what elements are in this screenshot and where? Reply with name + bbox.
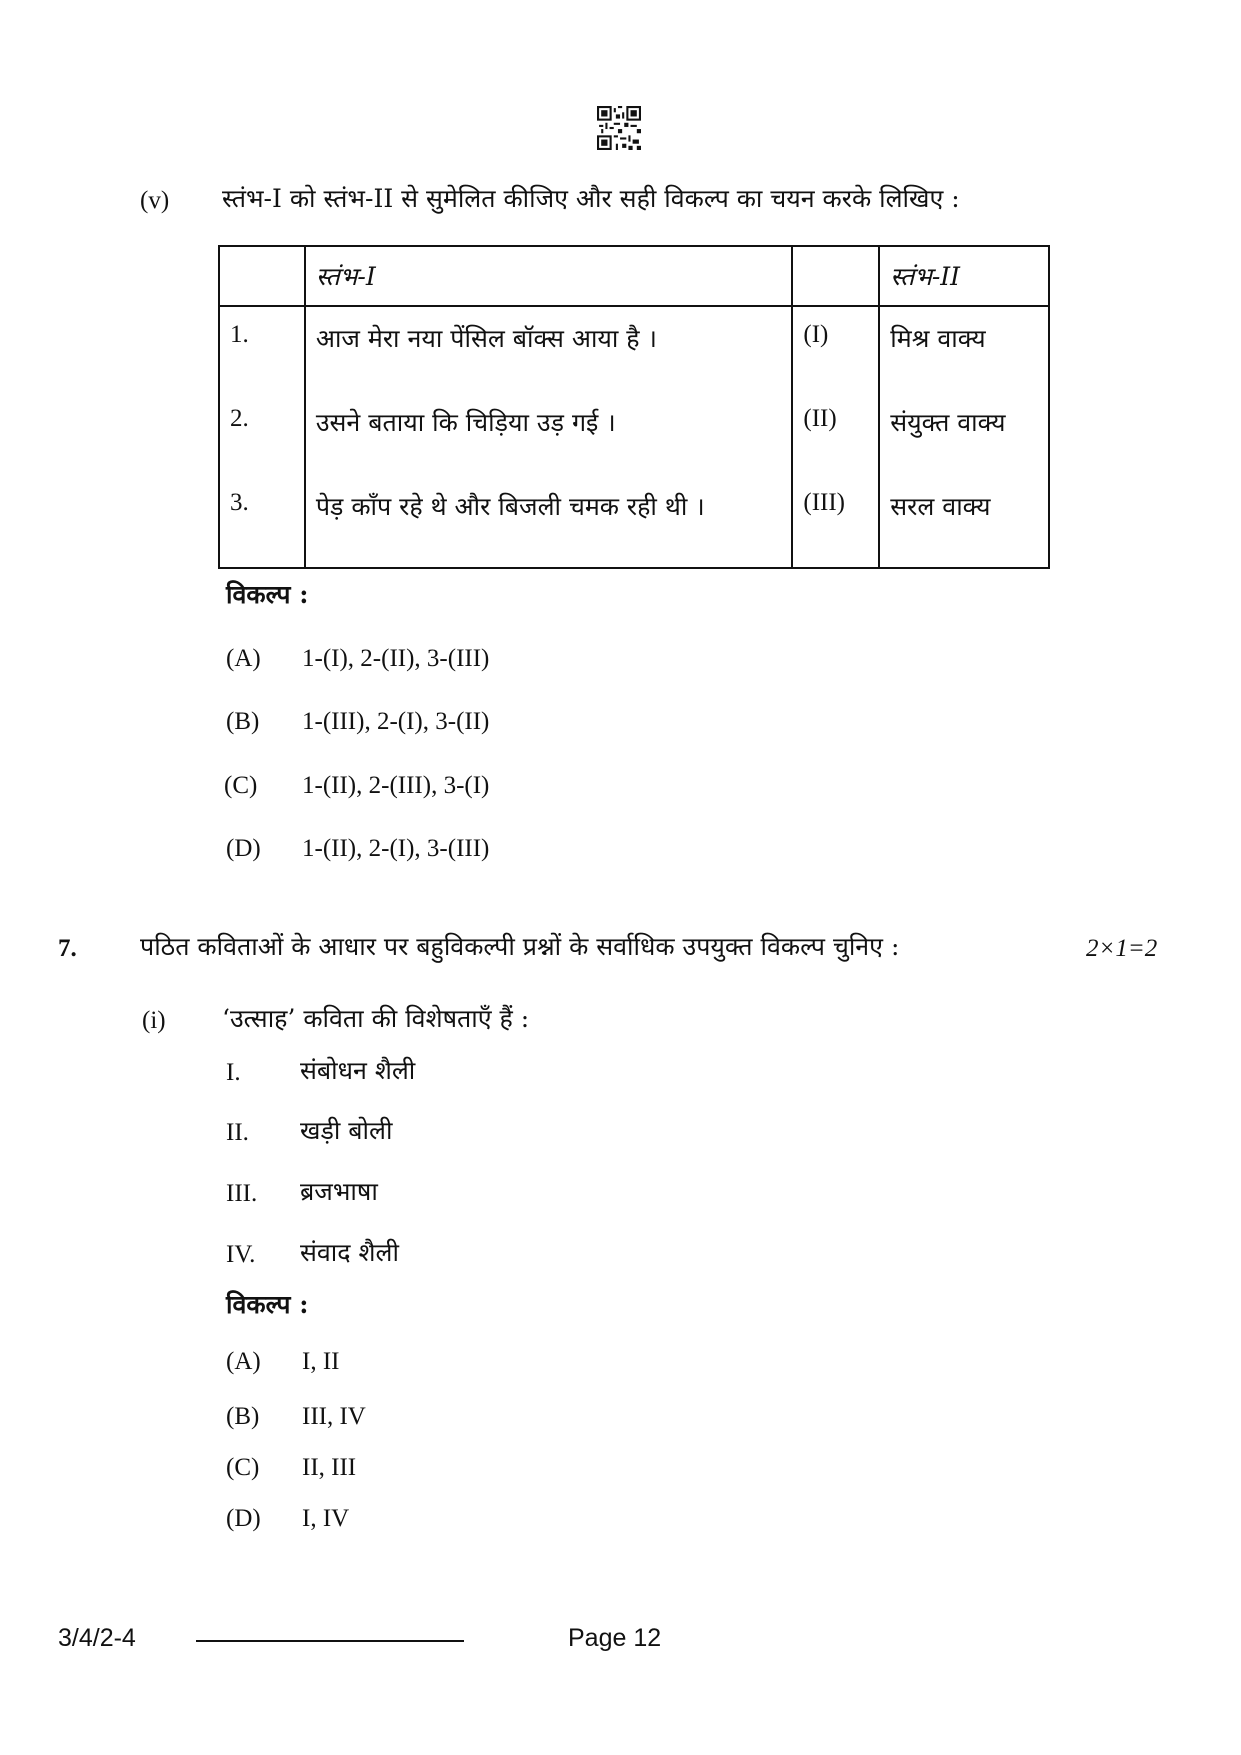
sub-question-number: (i) (142, 1007, 166, 1034)
item-key: II. (226, 1119, 249, 1146)
option-key: (C) (226, 1454, 260, 1481)
option-text: 1-(III), 2-(I), 3-(II) (302, 708, 490, 735)
option-key: (B) (226, 1403, 260, 1430)
question-text: पठित कविताओं के आधार पर बहुविकल्पी प्रश्नों के सर्वाधिक उपयुक्त विकल्प चुनिए : (140, 932, 900, 961)
sub-question-text: ‘उत्साह’ कविता की विशेषताएँ हैं : (222, 1004, 530, 1033)
row-left-text: उसने बताया कि चिड़िया उड़ गई । (315, 408, 616, 437)
option-key: (D) (226, 1505, 261, 1532)
row-roman-key: (II) (803, 405, 837, 432)
option-text: I, II (302, 1348, 340, 1375)
item-text: संवाद शैली (300, 1238, 399, 1267)
option-text: 1-(II), 2-(III), 3-(I) (302, 772, 490, 799)
question-number: (v) (140, 187, 170, 214)
item-key: I. (226, 1059, 241, 1086)
question-number: 7. (58, 935, 77, 962)
column-1-header: स्तंभ-I (305, 246, 793, 306)
footer-divider (196, 1640, 464, 1642)
row-right-text: सरल वाक्य (890, 492, 991, 521)
row-number: 3. (230, 489, 249, 516)
question-text: स्तंभ-I को स्तंभ-II से सुमेलित कीजिए और सही विकल्प का चयन करके लिखिए : (222, 184, 960, 213)
item-text: संबोधन शैली (300, 1056, 416, 1085)
table-cell (792, 246, 879, 306)
match-table (218, 245, 1050, 569)
row-left-text: पेड़ काँप रहे थे और बिजली चमक रही थी । (315, 492, 705, 521)
row-right-text: संयुक्त वाक्य (890, 408, 1006, 437)
marks: 2×1=2 (1086, 935, 1158, 962)
table-row (219, 391, 1049, 475)
table-row (219, 306, 1049, 391)
option-key: (D) (226, 835, 261, 862)
options-label: विकल्प : (226, 580, 309, 609)
option-key: (A) (226, 645, 261, 672)
option-text: III, IV (302, 1403, 366, 1430)
option-text: II, III (302, 1454, 357, 1481)
item-key: IV. (226, 1241, 256, 1268)
option-key: (B) (226, 708, 260, 735)
column-2-header: स्तंभ-II (879, 246, 1049, 306)
row-number: 1. (230, 321, 249, 348)
item-text: ब्रजभाषा (300, 1177, 378, 1206)
qr-code-icon (597, 106, 641, 150)
row-number: 2. (230, 405, 249, 432)
options-label: विकल्प : (226, 1290, 309, 1319)
paper-code: 3/4/2-4 (58, 1624, 136, 1652)
row-left-text: आज मेरा नया पेंसिल बॉक्स आया है । (315, 324, 657, 353)
item-key: III. (226, 1180, 258, 1207)
option-key: (C) (224, 772, 258, 799)
table-header-row (219, 246, 1049, 306)
item-text: खड़ी बोली (300, 1116, 393, 1145)
table-cell (219, 246, 305, 306)
option-key: (A) (226, 1348, 261, 1375)
table-row (219, 475, 1049, 568)
row-roman-key: (III) (803, 489, 846, 516)
row-roman-key: (I) (803, 321, 829, 348)
option-text: I, IV (302, 1505, 350, 1532)
option-text: 1-(II), 2-(I), 3-(III) (302, 835, 490, 862)
page-number: Page 12 (568, 1624, 662, 1652)
row-right-text: मिश्र वाक्य (890, 324, 986, 353)
option-text: 1-(I), 2-(II), 3-(III) (302, 645, 490, 672)
